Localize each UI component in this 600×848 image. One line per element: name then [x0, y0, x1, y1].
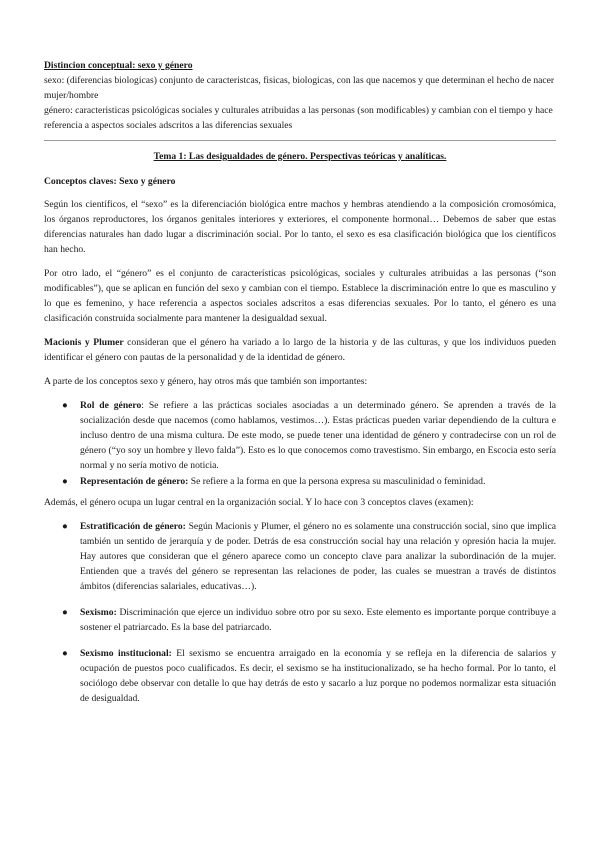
- bullet-icon: ●: [62, 648, 68, 659]
- bullet-icon: ●: [62, 400, 68, 411]
- list-term: Representación de género:: [80, 476, 189, 487]
- list-term: Sexismo institucional:: [80, 648, 172, 659]
- concept-list-1: [44, 398, 556, 489]
- bullet-icon: ●: [62, 476, 68, 487]
- list-term: Rol de género: [80, 400, 142, 411]
- intro-genero-definition: género: caracteristicas psicológicas sociales y culturales atribuidas a las personas (son modificables) y cambian con el tiempo y hace referencia a aspectos sociales adscritos a las diferencias sexuales: [44, 105, 553, 131]
- intro-sexo-definition: sexo: (diferencias biologicas) conjunto de caracteristcas, fisicas, biologicas, con las que nacemos y que determinan el hecho de nacer mujer/hombre: [44, 75, 555, 101]
- paragraph-sexo: Según los científicos, el “sexo” es la diferenciación biológica entre machos y hembras atendiendo a la composición cromosómica, los órganos reproductores, los órganos genitales interiores y exteriores, el componente hormonal… Debemos de saber que estas diferencias naturales han dado lugar a discriminación social. Por lo tanto, el sexo es esa clasificación biológica que los científicos han hecho.: [44, 199, 556, 255]
- list-text: Se refiere a la forma en que la persona expresa su masculinidad o feminidad.: [188, 476, 486, 487]
- bullet-icon: ●: [62, 607, 68, 618]
- list-term: Sexismo:: [80, 607, 117, 618]
- list-item: [62, 519, 556, 594]
- section-divider: [44, 140, 556, 141]
- author-names: Macionis y Plumer: [44, 337, 124, 348]
- concept-list-2: [44, 519, 556, 706]
- paragraph-macionis-text: consideran que el género ha variado a lo largo de la historia y de las culturas, y que los individuos pueden identificar el género con pautas de la personalidad y de la identidad de género.: [44, 337, 556, 363]
- list-text: : Se refiere a las prácticas sociales asociadas a un determinado género. Se aprenden a través de la socialización desde que nacemos (como hablamos, vestimos…). Estas prácticas pueden variar dependiendo de la cultura e incluso dentro de una misma cultura. De este modo, se puede tener una identidad de género y contradecirse con un rol de género (“yo soy un hombre y llevo falda”). Esto es lo que conocemos como travestismo. Sin embargo, en Escocia esto sería normal y no sería motivo de noticia.: [80, 400, 557, 471]
- list-item: [62, 474, 556, 489]
- list-text: Según Macionis y Plumer, el género no es solamente una construcción social, sino que implica también un sentido de jerarquía y de poder. Detrás de esa construcción social hay una relación y opresión hacia la mujer. Hay autores que consideran que el género aparece como un concepto clave para analizar la subordinación de la mujer. Entienden que a través del género se representan las relaciones de poder, las cuales se muestran a través de distintos ámbitos (diferencias salariales, educativas…).: [80, 521, 556, 592]
- paragraph-organizacion-social: Además, el género ocupa un lugar central en la organización social. Y lo hace con 3 conceptos claves (examen):: [44, 497, 474, 508]
- paragraph-otros-conceptos: A parte de los conceptos sexo y género, hay otros más que también son importantes:: [44, 376, 368, 387]
- tema-title: Tema 1: Las desigualdades de género. Perspectivas teóricas y analíticas.: [153, 151, 447, 162]
- bullet-icon: ●: [62, 521, 68, 532]
- list-text: El sexismo se encuentra arraigado en la economía y se refleja en la diferencia de salarios y ocupación de puestos poco cualificados. Es decir, el sexismo se ha institucionalizado, se ha hecho formal. Por lo tanto, el sociólogo debe observar con detalle lo que hay detrás de esto y sacarlo a luz porque no podemos normalizar esta situación de desigualdad.: [80, 648, 556, 704]
- list-text: Discriminación que ejerce un individuo sobre otro por su sexo. Este elemento es importante porque contribuye a sostener el patriarcado. Es la base del patriarcado.: [80, 607, 556, 633]
- list-term: Estratificación de género:: [80, 521, 186, 532]
- list-item: [62, 646, 556, 706]
- paragraph-macionis: [44, 335, 556, 365]
- paragraph-genero: Por otro lado, el “género” es el conjunto de características psicológicas, sociales y culturales atribuidas a las personas (“son modificables”), que se aplican en función del sexo y cambian con el tiempo. Establece la discriminación entre lo que es masculino y lo que es femenino, y hace referencia a aspectos sociales adscritos a esas diferencias sexuales. Por lo tanto, el género es una clasificación construida socialmente para mantener la desigualdad sexual.: [44, 268, 556, 324]
- section-heading: Conceptos claves: Sexo y género: [44, 176, 176, 187]
- list-item: [62, 605, 556, 635]
- list-item: [62, 398, 557, 473]
- intro-title: Distincion conceptual: sexo y género: [44, 60, 193, 71]
